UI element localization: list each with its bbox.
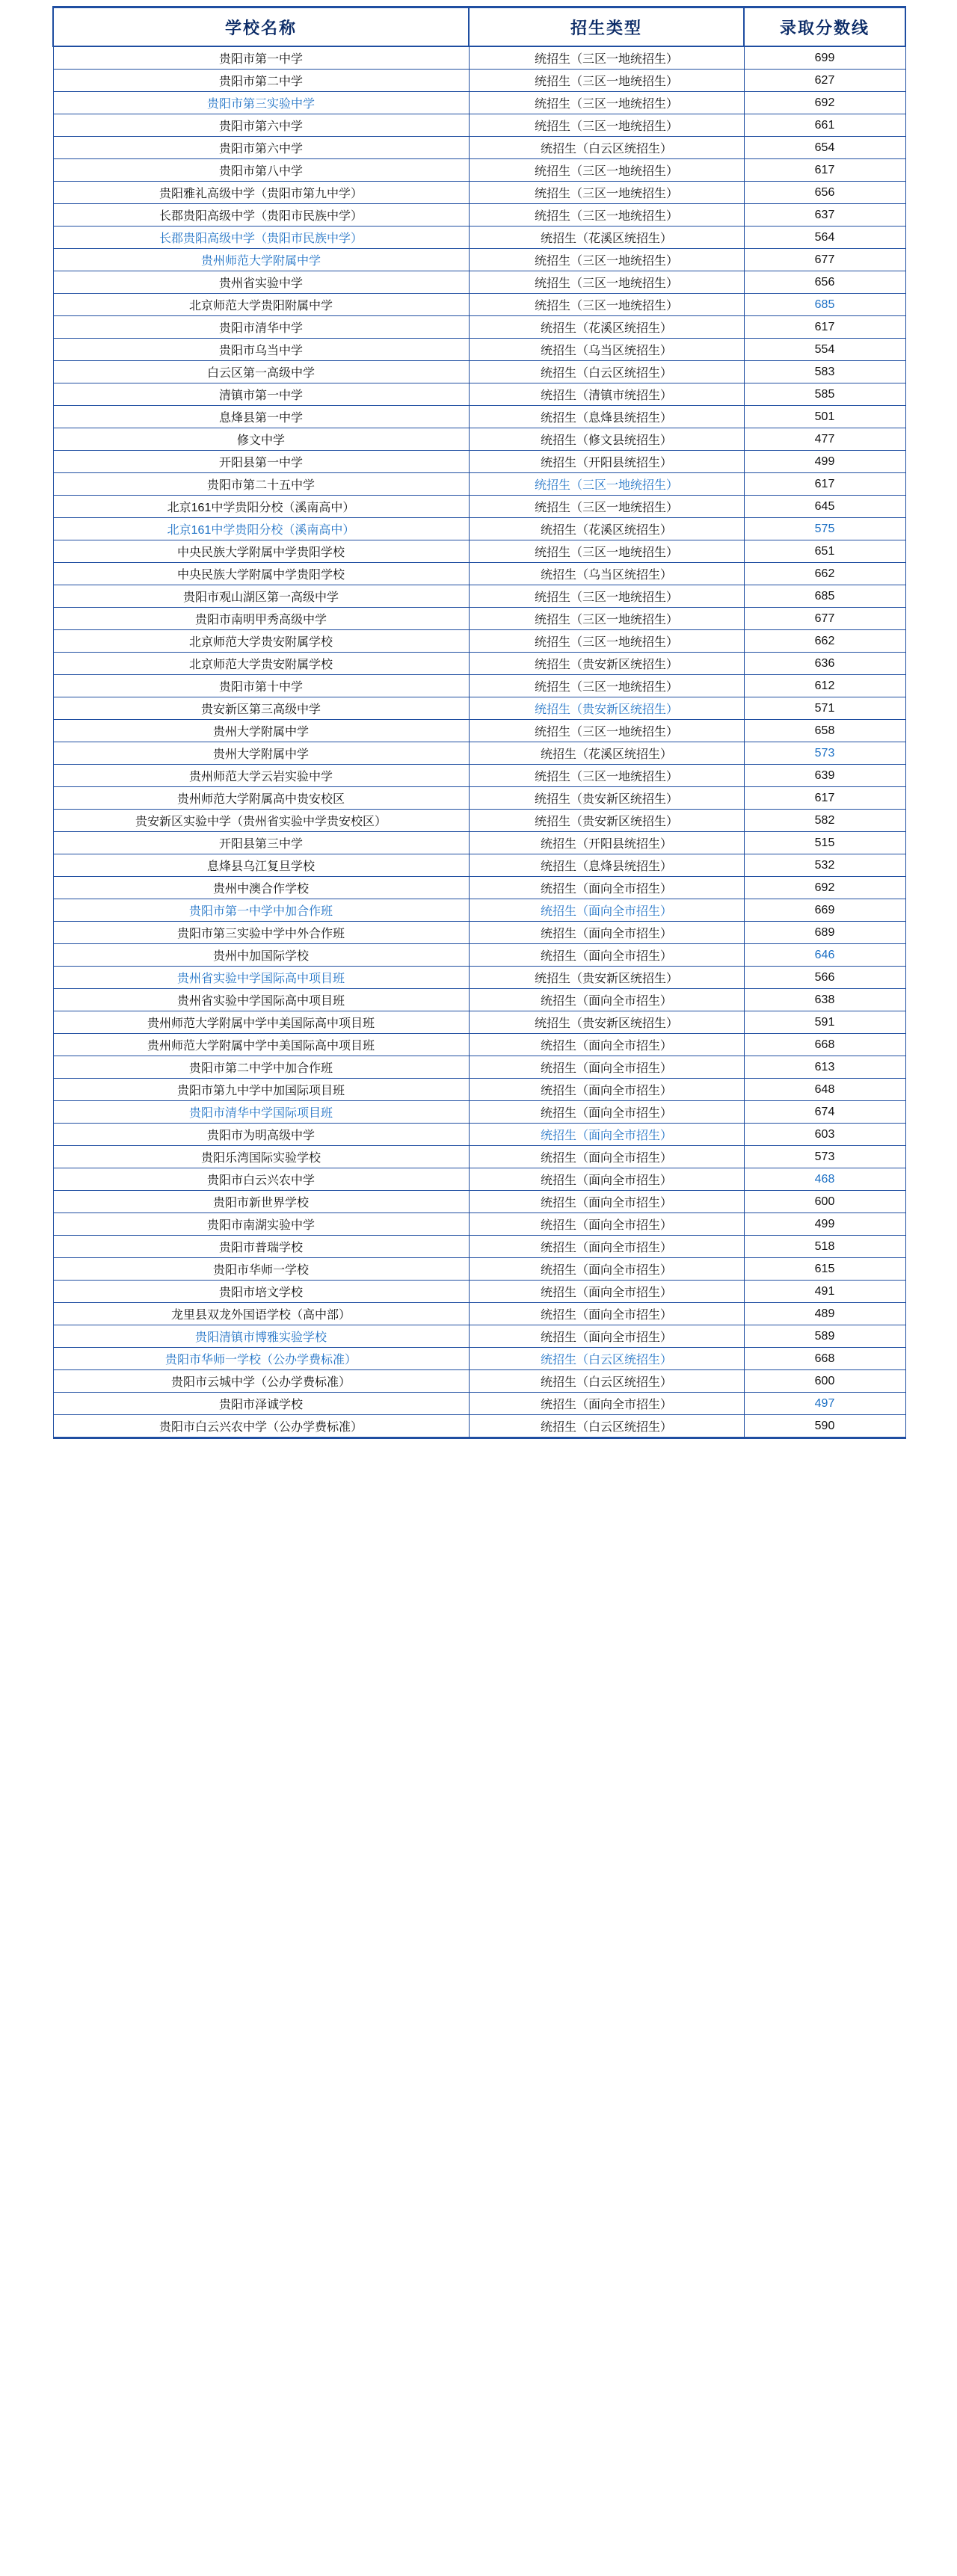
cell-score: 674 xyxy=(744,1101,905,1124)
cell-score: 646 xyxy=(744,944,905,967)
cell-admission-type: 统招生（开阳县统招生） xyxy=(469,451,744,473)
cell-school-name: 龙里县双龙外国语学校（高中部） xyxy=(53,1303,469,1325)
table-row xyxy=(53,854,905,877)
table-row xyxy=(53,1056,905,1079)
table-row xyxy=(53,1303,905,1325)
cell-school-name: 长郡贵阳高级中学（贵阳市民族中学） xyxy=(53,227,469,249)
cell-school-name: 贵州师范大学附属中学中美国际高中项目班 xyxy=(53,1011,469,1034)
cell-school-name: 清镇市第一中学 xyxy=(53,383,469,406)
cell-score: 617 xyxy=(744,159,905,182)
cell-admission-type: 统招生（清镇市统招生） xyxy=(469,383,744,406)
cell-score: 637 xyxy=(744,204,905,227)
cell-score: 571 xyxy=(744,697,905,720)
cell-school-name: 息烽县乌江复旦学校 xyxy=(53,854,469,877)
cell-admission-type: 统招生（三区一地统招生） xyxy=(469,608,744,630)
cell-school-name: 贵阳市华师一学校 xyxy=(53,1258,469,1281)
table-row xyxy=(53,383,905,406)
table-row xyxy=(53,1146,905,1168)
table-row xyxy=(53,608,905,630)
cell-admission-type: 统招生（贵安新区统招生） xyxy=(469,653,744,675)
table-row xyxy=(53,967,905,989)
table-row xyxy=(53,159,905,182)
cell-score: 617 xyxy=(744,787,905,810)
table-row xyxy=(53,1370,905,1393)
cell-admission-type: 统招生（面向全市招生） xyxy=(469,1056,744,1079)
cell-score: 638 xyxy=(744,989,905,1011)
cell-school-name: 北京161中学贵阳分校（溪南高中） xyxy=(53,518,469,540)
cell-school-name: 贵州中加国际学校 xyxy=(53,944,469,967)
table-row xyxy=(53,832,905,854)
cell-admission-type: 统招生（面向全市招生） xyxy=(469,1168,744,1191)
cell-school-name: 贵阳市第六中学 xyxy=(53,114,469,137)
admission-score-table xyxy=(52,6,906,1439)
cell-admission-type: 统招生（三区一地统招生） xyxy=(469,540,744,563)
cell-score: 662 xyxy=(744,563,905,585)
cell-admission-type: 统招生（贵安新区统招生） xyxy=(469,1011,744,1034)
table-row xyxy=(53,1258,905,1281)
table-row xyxy=(53,46,905,70)
table-row xyxy=(53,473,905,496)
cell-school-name: 贵安新区第三高级中学 xyxy=(53,697,469,720)
cell-admission-type: 统招生（三区一地统招生） xyxy=(469,765,744,787)
table-row xyxy=(53,720,905,742)
cell-score: 699 xyxy=(744,46,905,70)
cell-score: 677 xyxy=(744,249,905,271)
cell-admission-type: 统招生（息烽县统招生） xyxy=(469,406,744,428)
cell-admission-type: 统招生（乌当区统招生） xyxy=(469,339,744,361)
cell-admission-type: 统招生（白云区统招生） xyxy=(469,1415,744,1438)
table-row xyxy=(53,585,905,608)
cell-admission-type: 统招生（三区一地统招生） xyxy=(469,496,744,518)
cell-school-name: 贵州中澳合作学校 xyxy=(53,877,469,899)
table-row xyxy=(53,1281,905,1303)
cell-school-name: 贵阳市第三实验中学中外合作班 xyxy=(53,922,469,944)
cell-score: 668 xyxy=(744,1348,905,1370)
cell-school-name: 开阳县第三中学 xyxy=(53,832,469,854)
table-row xyxy=(53,316,905,339)
cell-score: 573 xyxy=(744,742,905,765)
cell-score: 627 xyxy=(744,70,905,92)
cell-score: 554 xyxy=(744,339,905,361)
cell-score: 612 xyxy=(744,675,905,697)
table-row xyxy=(53,227,905,249)
table-row xyxy=(53,182,905,204)
cell-school-name: 贵阳市观山湖区第一高级中学 xyxy=(53,585,469,608)
table-row xyxy=(53,361,905,383)
cell-score: 499 xyxy=(744,1213,905,1236)
column-header-score: 录取分数线 xyxy=(744,7,905,47)
table-row xyxy=(53,114,905,137)
cell-school-name: 贵州省实验中学国际高中项目班 xyxy=(53,967,469,989)
cell-score: 489 xyxy=(744,1303,905,1325)
cell-school-name: 贵阳市第二中学 xyxy=(53,70,469,92)
cell-score: 685 xyxy=(744,585,905,608)
cell-admission-type: 统招生（乌当区统招生） xyxy=(469,563,744,585)
table-row xyxy=(53,944,905,967)
table-row xyxy=(53,1168,905,1191)
cell-score: 613 xyxy=(744,1056,905,1079)
cell-admission-type: 统招生（面向全市招生） xyxy=(469,1325,744,1348)
cell-score: 661 xyxy=(744,114,905,137)
table-row xyxy=(53,787,905,810)
cell-admission-type: 统招生（息烽县统招生） xyxy=(469,854,744,877)
cell-school-name: 贵阳市普瑞学校 xyxy=(53,1236,469,1258)
cell-school-name: 长郡贵阳高级中学（贵阳市民族中学） xyxy=(53,204,469,227)
cell-school-name: 贵州省实验中学 xyxy=(53,271,469,294)
cell-school-name: 贵阳市清华中学国际项目班 xyxy=(53,1101,469,1124)
cell-admission-type: 统招生（三区一地统招生） xyxy=(469,159,744,182)
table-row xyxy=(53,563,905,585)
cell-admission-type: 统招生（三区一地统招生） xyxy=(469,114,744,137)
table-row xyxy=(53,899,905,922)
cell-school-name: 贵阳市为明高级中学 xyxy=(53,1124,469,1146)
cell-admission-type: 统招生（面向全市招生） xyxy=(469,1124,744,1146)
cell-score: 573 xyxy=(744,1146,905,1168)
cell-school-name: 贵阳市第十中学 xyxy=(53,675,469,697)
table-row xyxy=(53,922,905,944)
cell-score: 590 xyxy=(744,1415,905,1438)
cell-school-name: 贵阳市南湖实验中学 xyxy=(53,1213,469,1236)
cell-school-name: 贵阳市第八中学 xyxy=(53,159,469,182)
table-row xyxy=(53,92,905,114)
cell-school-name: 贵阳市第一中学中加合作班 xyxy=(53,899,469,922)
cell-school-name: 贵阳市第二十五中学 xyxy=(53,473,469,496)
cell-score: 501 xyxy=(744,406,905,428)
table-row xyxy=(53,496,905,518)
cell-admission-type: 统招生（三区一地统招生） xyxy=(469,182,744,204)
cell-school-name: 贵阳市云城中学（公办学费标准） xyxy=(53,1370,469,1393)
column-header-school: 学校名称 xyxy=(53,7,469,47)
cell-admission-type: 统招生（三区一地统招生） xyxy=(469,720,744,742)
cell-admission-type: 统招生（花溪区统招生） xyxy=(469,742,744,765)
cell-score: 591 xyxy=(744,1011,905,1034)
cell-score: 656 xyxy=(744,271,905,294)
cell-score: 600 xyxy=(744,1191,905,1213)
cell-score: 603 xyxy=(744,1124,905,1146)
table-row xyxy=(53,877,905,899)
cell-school-name: 贵阳市泽诚学校 xyxy=(53,1393,469,1415)
table-row xyxy=(53,1034,905,1056)
cell-admission-type: 统招生（贵安新区统招生） xyxy=(469,697,744,720)
cell-admission-type: 统招生（三区一地统招生） xyxy=(469,271,744,294)
cell-admission-type: 统招生（三区一地统招生） xyxy=(469,92,744,114)
cell-school-name: 修文中学 xyxy=(53,428,469,451)
cell-school-name: 贵阳市第一中学 xyxy=(53,46,469,70)
cell-school-name: 开阳县第一中学 xyxy=(53,451,469,473)
column-header-type: 招生类型 xyxy=(469,7,744,47)
table-row xyxy=(53,1325,905,1348)
table-row xyxy=(53,451,905,473)
cell-score: 468 xyxy=(744,1168,905,1191)
cell-admission-type: 统招生（三区一地统招生） xyxy=(469,46,744,70)
cell-score: 600 xyxy=(744,1370,905,1393)
cell-admission-type: 统招生（面向全市招生） xyxy=(469,1258,744,1281)
cell-score: 499 xyxy=(744,451,905,473)
cell-admission-type: 统招生（贵安新区统招生） xyxy=(469,967,744,989)
table-row xyxy=(53,989,905,1011)
cell-school-name: 贵阳乐湾国际实验学校 xyxy=(53,1146,469,1168)
cell-admission-type: 统招生（三区一地统招生） xyxy=(469,249,744,271)
cell-score: 564 xyxy=(744,227,905,249)
table-row xyxy=(53,1191,905,1213)
table-row xyxy=(53,406,905,428)
cell-school-name: 贵州师范大学附属中学 xyxy=(53,249,469,271)
cell-admission-type: 统招生（三区一地统招生） xyxy=(469,630,744,653)
cell-school-name: 北京师范大学贵安附属学校 xyxy=(53,653,469,675)
cell-score: 497 xyxy=(744,1393,905,1415)
cell-score: 656 xyxy=(744,182,905,204)
cell-school-name: 贵阳市白云兴农中学（公办学费标准） xyxy=(53,1415,469,1438)
table-row xyxy=(53,1236,905,1258)
cell-admission-type: 统招生（面向全市招生） xyxy=(469,1213,744,1236)
cell-score: 615 xyxy=(744,1258,905,1281)
cell-school-name: 息烽县第一中学 xyxy=(53,406,469,428)
cell-school-name: 北京师范大学贵阳附属中学 xyxy=(53,294,469,316)
cell-school-name: 贵阳市华师一学校（公办学费标准） xyxy=(53,1348,469,1370)
table-body xyxy=(53,46,905,1438)
cell-score: 518 xyxy=(744,1236,905,1258)
table-row xyxy=(53,70,905,92)
table-row xyxy=(53,137,905,159)
cell-admission-type: 统招生（三区一地统招生） xyxy=(469,473,744,496)
table-row xyxy=(53,1393,905,1415)
table-row xyxy=(53,1124,905,1146)
cell-school-name: 贵州大学附属中学 xyxy=(53,720,469,742)
cell-admission-type: 统招生（白云区统招生） xyxy=(469,1370,744,1393)
cell-score: 651 xyxy=(744,540,905,563)
table-row xyxy=(53,1348,905,1370)
cell-admission-type: 统招生（面向全市招生） xyxy=(469,1101,744,1124)
cell-school-name: 北京师范大学贵安附属学校 xyxy=(53,630,469,653)
cell-score: 669 xyxy=(744,899,905,922)
score-table-container xyxy=(52,0,905,1439)
cell-score: 582 xyxy=(744,810,905,832)
cell-score: 515 xyxy=(744,832,905,854)
cell-admission-type: 统招生（面向全市招生） xyxy=(469,1034,744,1056)
cell-school-name: 贵阳雅礼高级中学（贵阳市第九中学） xyxy=(53,182,469,204)
cell-score: 532 xyxy=(744,854,905,877)
table-row xyxy=(53,1101,905,1124)
cell-admission-type: 统招生（花溪区统招生） xyxy=(469,518,744,540)
cell-score: 636 xyxy=(744,653,905,675)
cell-admission-type: 统招生（修文县统招生） xyxy=(469,428,744,451)
cell-school-name: 贵州省实验中学国际高中项目班 xyxy=(53,989,469,1011)
table-row xyxy=(53,1415,905,1438)
cell-score: 668 xyxy=(744,1034,905,1056)
cell-school-name: 贵州大学附属中学 xyxy=(53,742,469,765)
cell-school-name: 白云区第一高级中学 xyxy=(53,361,469,383)
cell-score: 589 xyxy=(744,1325,905,1348)
cell-admission-type: 统招生（花溪区统招生） xyxy=(469,316,744,339)
cell-school-name: 贵阳市新世界学校 xyxy=(53,1191,469,1213)
cell-school-name: 贵州师范大学附属高中贵安校区 xyxy=(53,787,469,810)
table-row xyxy=(53,630,905,653)
cell-school-name: 贵阳清镇市博雅实验学校 xyxy=(53,1325,469,1348)
cell-admission-type: 统招生（面向全市招生） xyxy=(469,899,744,922)
table-row xyxy=(53,249,905,271)
cell-admission-type: 统招生（面向全市招生） xyxy=(469,922,744,944)
cell-admission-type: 统招生（三区一地统招生） xyxy=(469,204,744,227)
cell-admission-type: 统招生（面向全市招生） xyxy=(469,1191,744,1213)
table-row xyxy=(53,742,905,765)
cell-score: 583 xyxy=(744,361,905,383)
cell-admission-type: 统招生（面向全市招生） xyxy=(469,944,744,967)
cell-score: 639 xyxy=(744,765,905,787)
cell-score: 617 xyxy=(744,473,905,496)
cell-score: 491 xyxy=(744,1281,905,1303)
cell-admission-type: 统招生（面向全市招生） xyxy=(469,1393,744,1415)
table-row xyxy=(53,518,905,540)
cell-score: 645 xyxy=(744,496,905,518)
cell-admission-type: 统招生（白云区统招生） xyxy=(469,1348,744,1370)
cell-score: 566 xyxy=(744,967,905,989)
cell-school-name: 贵阳市乌当中学 xyxy=(53,339,469,361)
cell-school-name: 贵阳市清华中学 xyxy=(53,316,469,339)
cell-admission-type: 统招生（贵安新区统招生） xyxy=(469,810,744,832)
table-row xyxy=(53,204,905,227)
table-row xyxy=(53,765,905,787)
cell-admission-type: 统招生（面向全市招生） xyxy=(469,1281,744,1303)
cell-admission-type: 统招生（面向全市招生） xyxy=(469,1079,744,1101)
cell-score: 692 xyxy=(744,877,905,899)
table-row xyxy=(53,271,905,294)
cell-admission-type: 统招生（三区一地统招生） xyxy=(469,70,744,92)
cell-school-name: 贵州师范大学云岩实验中学 xyxy=(53,765,469,787)
cell-score: 662 xyxy=(744,630,905,653)
cell-admission-type: 统招生（面向全市招生） xyxy=(469,1303,744,1325)
cell-admission-type: 统招生（开阳县统招生） xyxy=(469,832,744,854)
cell-score: 677 xyxy=(744,608,905,630)
table-row xyxy=(53,428,905,451)
cell-score: 648 xyxy=(744,1079,905,1101)
cell-school-name: 贵阳市第九中学中加国际项目班 xyxy=(53,1079,469,1101)
cell-admission-type: 统招生（面向全市招生） xyxy=(469,877,744,899)
table-row xyxy=(53,675,905,697)
cell-school-name: 贵阳市第三实验中学 xyxy=(53,92,469,114)
cell-admission-type: 统招生（花溪区统招生） xyxy=(469,227,744,249)
table-row xyxy=(53,810,905,832)
cell-score: 575 xyxy=(744,518,905,540)
cell-school-name: 贵安新区实验中学（贵州省实验中学贵安校区） xyxy=(53,810,469,832)
cell-admission-type: 统招生（三区一地统招生） xyxy=(469,675,744,697)
cell-score: 585 xyxy=(744,383,905,406)
table-row xyxy=(53,294,905,316)
cell-school-name: 贵阳市南明甲秀高级中学 xyxy=(53,608,469,630)
cell-admission-type: 统招生（面向全市招生） xyxy=(469,989,744,1011)
cell-score: 654 xyxy=(744,137,905,159)
table-row xyxy=(53,697,905,720)
cell-score: 689 xyxy=(744,922,905,944)
table-row xyxy=(53,540,905,563)
cell-admission-type: 统招生（面向全市招生） xyxy=(469,1146,744,1168)
cell-school-name: 贵州师范大学附属中学中美国际高中项目班 xyxy=(53,1034,469,1056)
cell-admission-type: 统招生（白云区统招生） xyxy=(469,137,744,159)
cell-score: 658 xyxy=(744,720,905,742)
cell-school-name: 贵阳市第二中学中加合作班 xyxy=(53,1056,469,1079)
cell-admission-type: 统招生（面向全市招生） xyxy=(469,1236,744,1258)
table-header-row xyxy=(53,7,905,47)
cell-admission-type: 统招生（三区一地统招生） xyxy=(469,585,744,608)
table-row xyxy=(53,1213,905,1236)
table-row xyxy=(53,1079,905,1101)
cell-school-name: 贵阳市白云兴农中学 xyxy=(53,1168,469,1191)
table-row xyxy=(53,1011,905,1034)
cell-score: 692 xyxy=(744,92,905,114)
cell-school-name: 贵阳市第六中学 xyxy=(53,137,469,159)
cell-school-name: 中央民族大学附属中学贵阳学校 xyxy=(53,540,469,563)
cell-school-name: 北京161中学贵阳分校（溪南高中） xyxy=(53,496,469,518)
cell-admission-type: 统招生（三区一地统招生） xyxy=(469,294,744,316)
cell-admission-type: 统招生（白云区统招生） xyxy=(469,361,744,383)
cell-admission-type: 统招生（贵安新区统招生） xyxy=(469,787,744,810)
table-row xyxy=(53,653,905,675)
cell-score: 685 xyxy=(744,294,905,316)
cell-score: 477 xyxy=(744,428,905,451)
table-row xyxy=(53,339,905,361)
cell-school-name: 贵阳市培文学校 xyxy=(53,1281,469,1303)
cell-school-name: 中央民族大学附属中学贵阳学校 xyxy=(53,563,469,585)
cell-score: 617 xyxy=(744,316,905,339)
